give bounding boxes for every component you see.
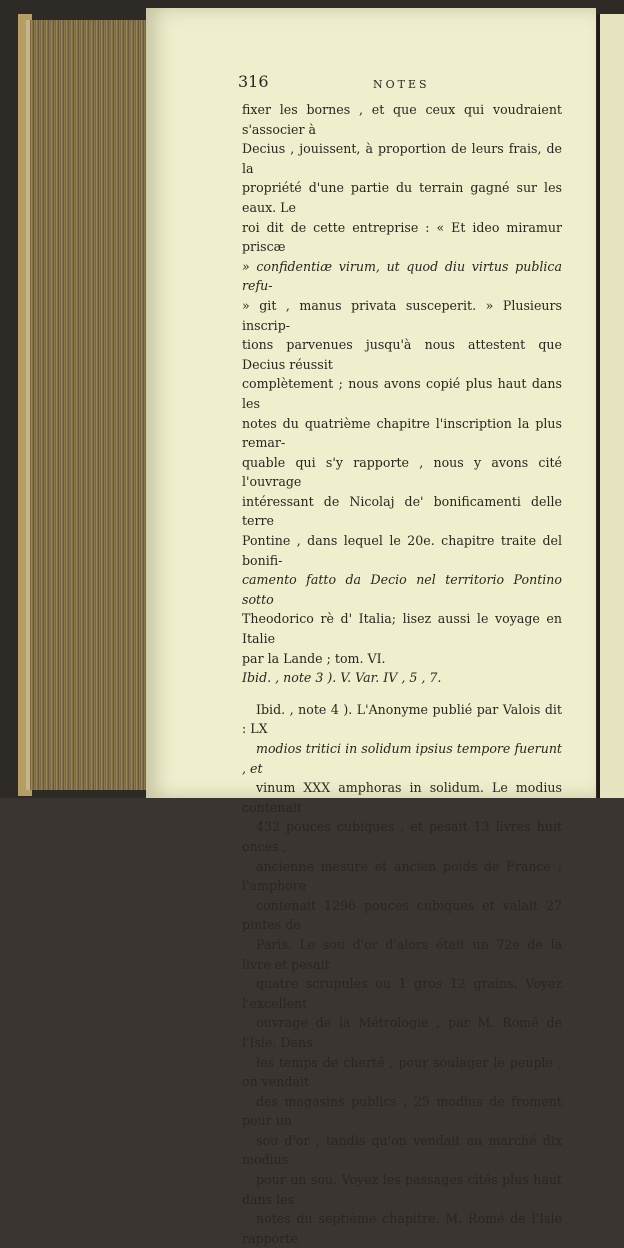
text-line: Ibid. , note 4 ). L'Anonyme publié par Valois dit : LX bbox=[242, 701, 562, 737]
page-number: 316 bbox=[238, 72, 269, 91]
text-line: par la Lande ; tom. VI. bbox=[242, 650, 386, 666]
text-line: 432 pouces cubiques , et pesait 13 livres huit onces , bbox=[242, 819, 562, 854]
text-line: notes du quatrième chapitre l'inscription la plus remar- bbox=[242, 415, 562, 451]
text-line: notes du septième chapitre. M. Romé de l'Isle rapporte bbox=[242, 1211, 562, 1246]
facing-page-edge bbox=[597, 14, 624, 798]
text-line: intéressant de Nicolaj de' bonificamenti delle terre bbox=[242, 493, 562, 529]
text-line: quatre scrupules ou 1 gros 12 grains. Voyez l'excellent bbox=[242, 976, 562, 1011]
text-line: modios tritici in solidum ipsius tempore fuerunt , et bbox=[242, 741, 562, 776]
page-body bbox=[242, 100, 562, 1248]
text-line: complètement ; nous avons copié plus haut dans les bbox=[242, 376, 562, 411]
text-line: fixer les bornes , et que ceux qui voudraient s'associer à bbox=[242, 102, 562, 137]
paragraph-1 bbox=[242, 100, 562, 668]
text-line: Pontine , dans lequel le 20e. chapitre traite del bonifi- bbox=[242, 533, 562, 568]
text-line: Decius , jouissent, à proportion de leurs frais, de la bbox=[242, 141, 562, 176]
text-line: sou d'or , tandis qu'on vendait au marché dix modius bbox=[242, 1132, 562, 1168]
note-3-reference: Ibid. , note 3 ). V. Var. IV , 5 , 7. bbox=[242, 670, 442, 686]
text-line: camento fatto da Decio nel territorio Pontino sotto bbox=[242, 572, 562, 607]
text-line: » git , manus privata susceperit. » Plusieurs inscrip- bbox=[242, 297, 562, 333]
text-line: tions parvenues jusqu'à nous attestent que Decius réussit bbox=[242, 337, 562, 372]
text-line: » confidentiæ virum, ut quod diu virtus publica refu- bbox=[242, 258, 562, 294]
page-header bbox=[238, 72, 578, 96]
text-line: pour un sou. Voyez les passages cités plus haut dans les bbox=[242, 1172, 562, 1207]
text-line: des magasins publics , 25 modius de froment pour un bbox=[242, 1093, 562, 1129]
running-title: NOTES bbox=[373, 78, 430, 91]
book-page bbox=[146, 8, 596, 1246]
text-line: Paris. Le sou d'or d'alors était un 72e de la livre et pesait bbox=[242, 936, 562, 972]
text-line: contenait 1296 pouces cubiques et valait 27 pintes de bbox=[242, 897, 562, 933]
text-line: Theodorico rè d' Italia; lisez aussi le voyage en Italie bbox=[242, 611, 562, 647]
text-line: vinum XXX amphoras in solidum. Le modius contenait bbox=[242, 780, 562, 815]
text-line: ancienne mesure et ancien poids de France ; l'amphore bbox=[242, 858, 562, 894]
page-edges bbox=[26, 20, 150, 790]
text-line: ouvrage de la Métrologie , par M. Romé de l'Isle. Dans bbox=[242, 1015, 562, 1050]
text-line: roi dit de cette entreprise : « Et ideo miramur priscæ bbox=[242, 219, 562, 255]
text-line: quable qui s'y rapporte , nous y avons cité l'ouvrage bbox=[242, 454, 562, 490]
text-line: propriété d'une partie du terrain gagné sur les eaux. Le bbox=[242, 180, 562, 215]
paragraph-2 bbox=[242, 700, 562, 1248]
text-line: les temps de cherté , pour soulager le peuple , on vendait bbox=[242, 1054, 562, 1090]
